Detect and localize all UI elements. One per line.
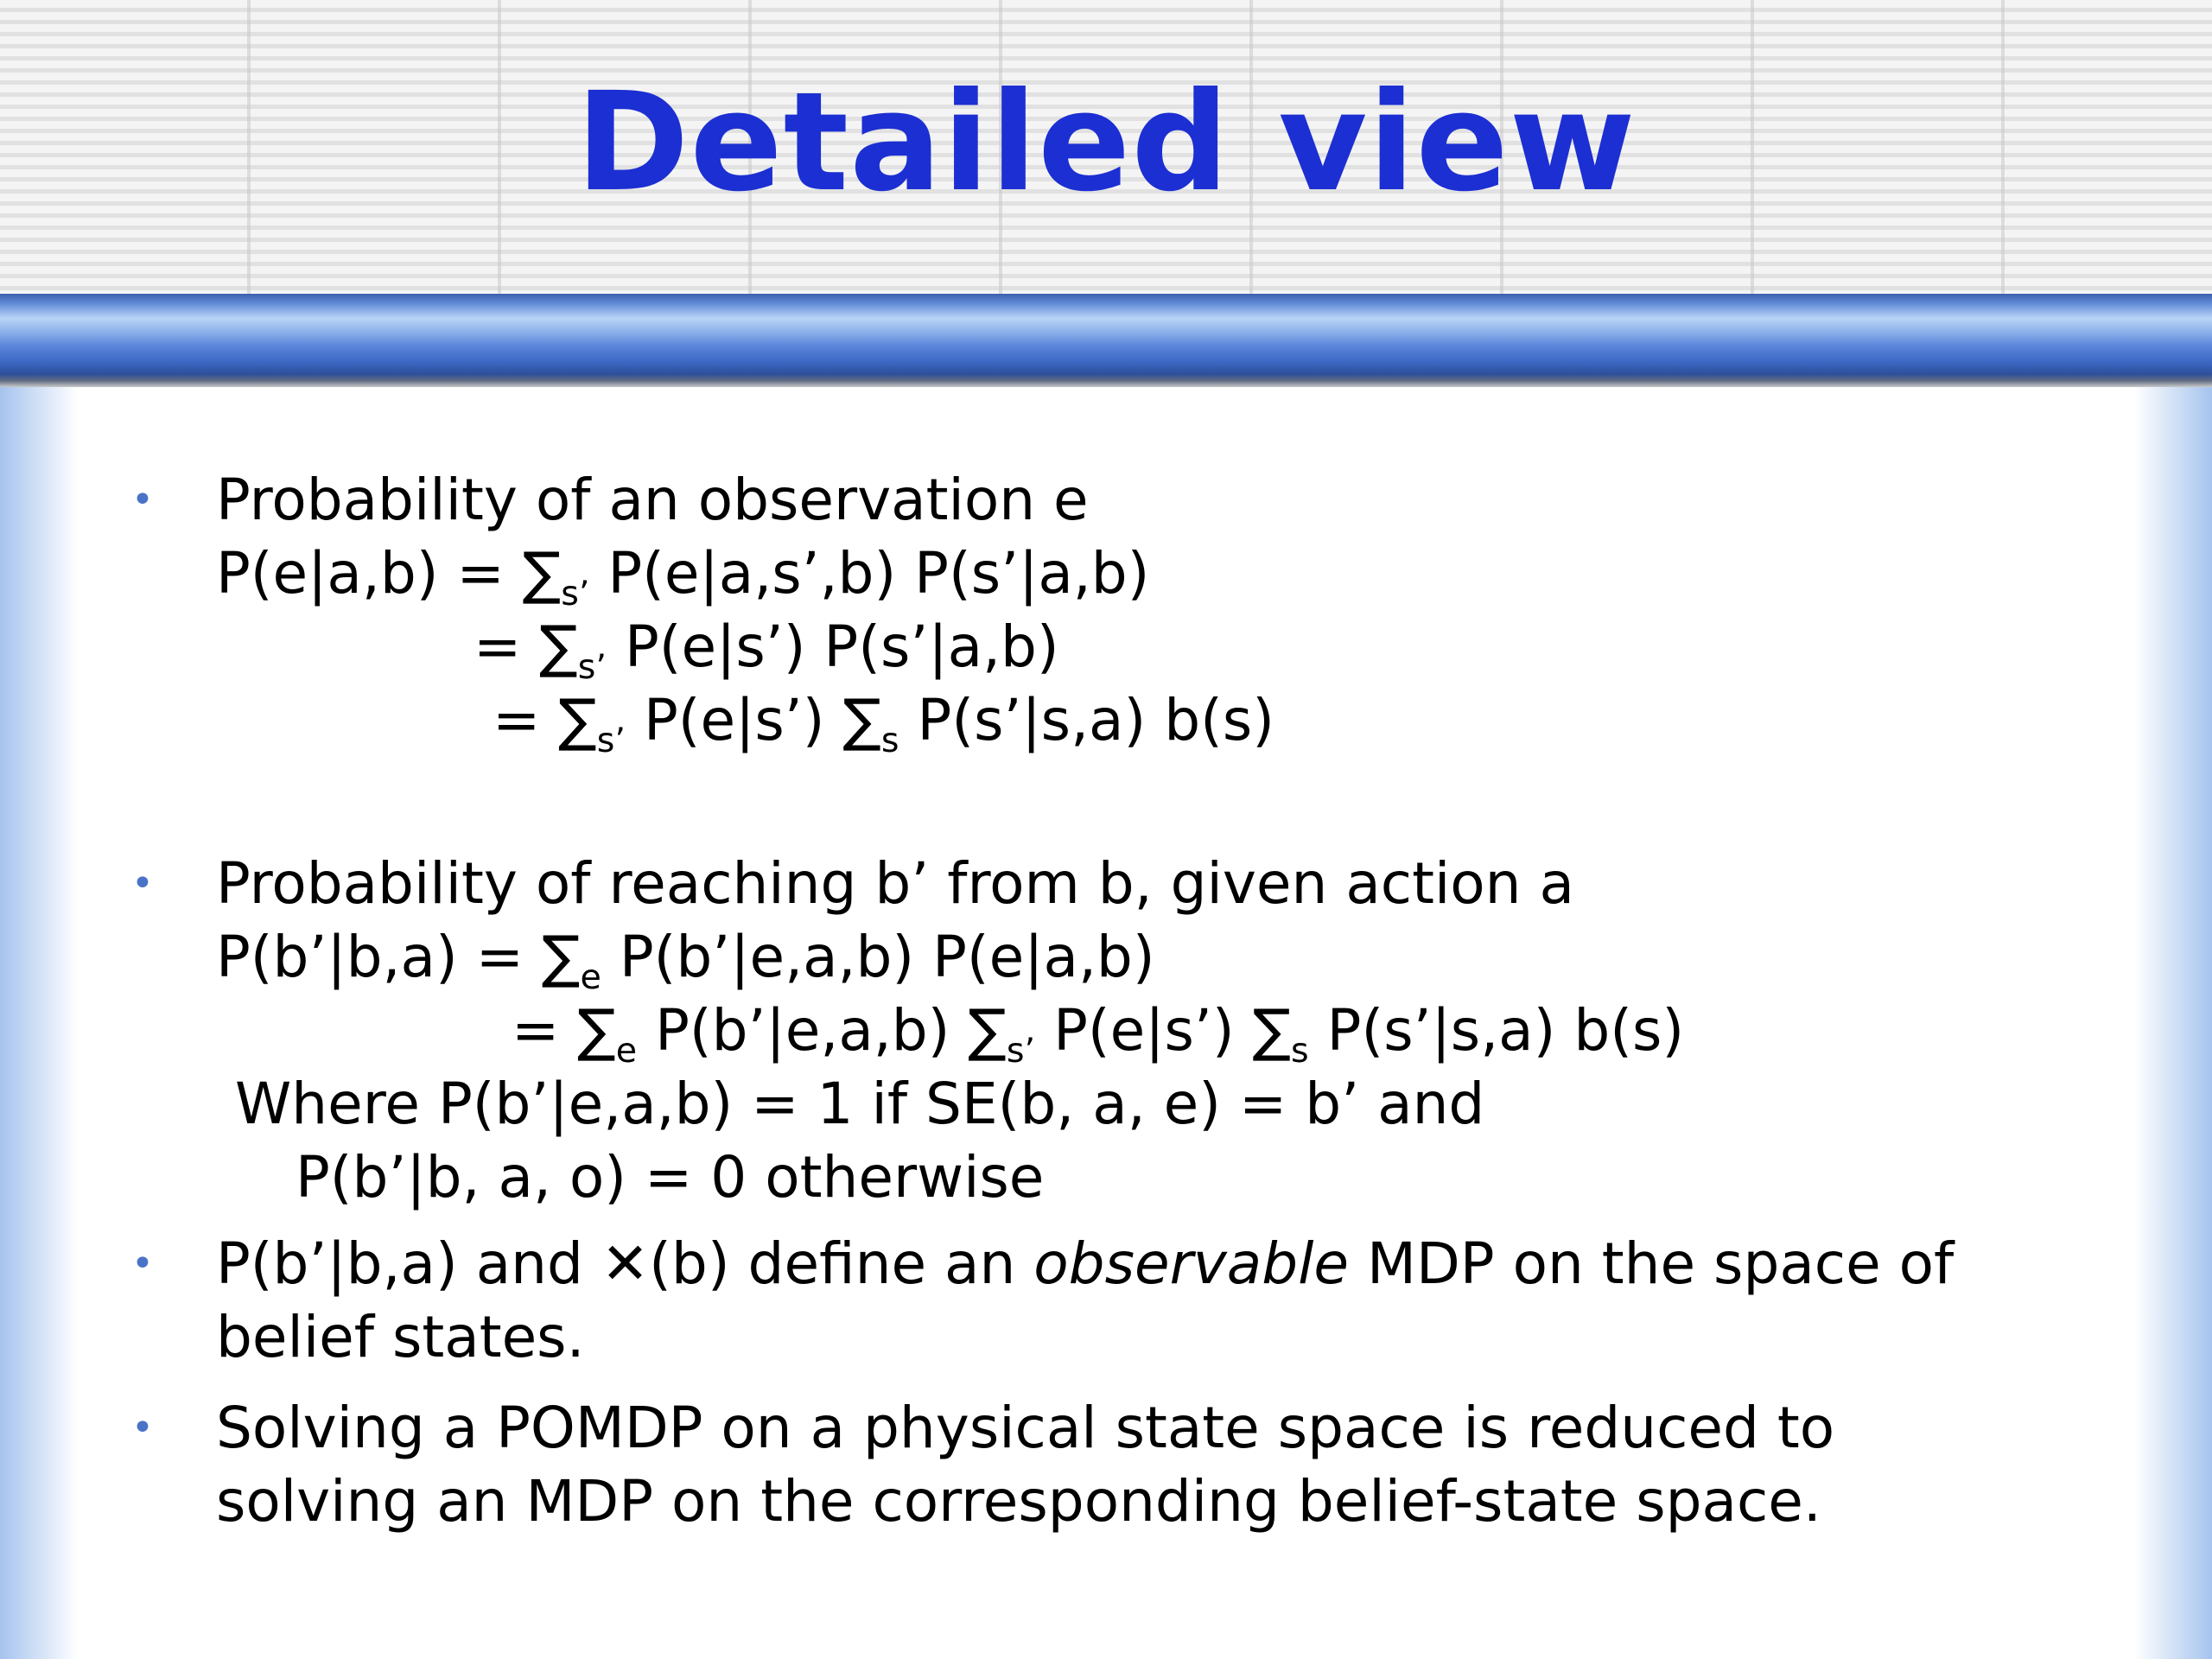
bullet-observation-probability: Probability of an observation e (216, 467, 1089, 533)
transition-otherwise-clause: P(b’|b, a, o) = 0 otherwise (296, 1144, 1045, 1211)
bullet-belief-transition: Probability of reaching b’ from b, given action a (216, 850, 1574, 917)
bullet-marker: • (131, 1242, 154, 1286)
cross-symbol: ✕ (601, 1230, 650, 1297)
observation-equation-line-2: = $\sum_{s’}$ P(e|s’) P(s’|a,b) (474, 613, 1059, 687)
bullet-marker: • (131, 861, 154, 906)
transition-equation-line-2: = $\sum_e$ P(b’|e,a,b) $\sum_{s’}$ P(e|s’) $\sum_s$ P(s’|s,a) b(s) (512, 997, 1685, 1071)
transition-equation-line-1: P(b’|b,a) = $\sum_e$ P(b’|e,a,b) P(e|a,b) (216, 924, 1155, 997)
observation-equation-line-3: = $\sum_{s’}$ P(e|s’) $\sum_s$ P(s’|s,a) b(s) (493, 687, 1274, 760)
bullet-marker: • (131, 1406, 154, 1450)
transition-where-clause: Where P(b’|e,a,b) = 1 if SE(b, a, e) = b’ and (235, 1071, 1485, 1137)
observation-equation-line-1: $P(e|a,b) = \sum_{s’}$ P(e|a,s’,b) P(s’|a,b) (216, 540, 1150, 613)
bullet-observable-mdp-line-2: belief states. (216, 1304, 585, 1370)
bullet-pomdp-reduction-line-2: solving an MDP on the corresponding belief-state space. (216, 1468, 1821, 1535)
slide-title: Detailed view (575, 63, 1637, 222)
bullet-observable-mdp: P(b’|b,a) and ✕(b) define an observable MDP on the space of (216, 1230, 1955, 1297)
bullet-pomdp-reduction: Solving a POMDP on a physical state space is reduced to (216, 1395, 1835, 1461)
bullet-marker: • (131, 478, 154, 522)
